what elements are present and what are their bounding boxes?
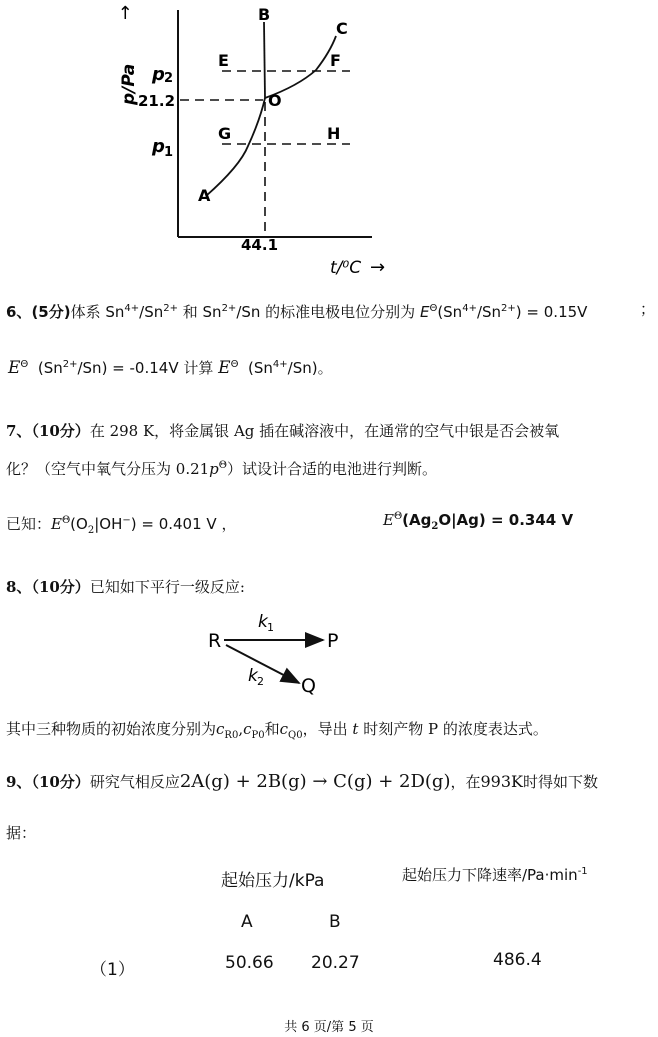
q7-known-2 — [383, 506, 573, 538]
x-axis-arrow: → — [370, 257, 386, 278]
q6-semicolon: ； — [640, 300, 656, 318]
q8-c-2: c — [243, 720, 252, 738]
q7-E-1: E — [51, 515, 62, 533]
q6-text-j: (Sn — [248, 359, 273, 377]
q9-temp: 993K — [480, 772, 523, 791]
q6-score: (5分) — [31, 303, 71, 321]
label-B: B — [258, 5, 271, 24]
q7-line1 — [6, 420, 559, 442]
q8-desc-b: ，导出 — [302, 720, 348, 738]
q6-line2 — [8, 354, 333, 379]
q6-text-d: /Sn 的标准电极电位分别为 — [236, 303, 416, 321]
table-header-rate-text: 起始压力下降速率/Pa·min — [402, 866, 578, 884]
q7-theta: Θ — [218, 460, 227, 471]
q7-text-2a: 化？（空气中氧气分压为 0.21 — [6, 460, 210, 478]
label-C: C — [336, 19, 348, 38]
reactant-R: R — [208, 630, 222, 652]
q6-text-e: (Sn — [437, 303, 463, 321]
q6-E-symbol-2: E — [8, 358, 21, 378]
label-A: A — [198, 186, 211, 205]
k2-sub: 2 — [257, 675, 264, 688]
q7-sub-1: 2 — [87, 525, 95, 536]
q6-sup-6: 2+ — [62, 359, 78, 370]
q8-score: （10分） — [31, 578, 90, 596]
reaction-scheme — [190, 605, 350, 700]
q8-description: 其中三种物质的初始浓度分别为$c_{R0},c_{P0}$和$c_{Q0}$，导出 t 时刻产物 P 的浓度表达式。 — [6, 720, 548, 741]
q8-sub-Q0: Q0 — [288, 730, 303, 741]
k1-label: k — [258, 612, 268, 632]
product-Q: Q — [301, 675, 316, 697]
table-header-pressure: 起始压力/kPa — [221, 871, 325, 891]
q7-theta-1: Θ — [61, 515, 71, 526]
curve-OA — [206, 98, 265, 196]
q8-desc-a: 其中三种物质的初始浓度分别为 — [6, 720, 217, 738]
curve-OC — [265, 36, 336, 98]
table-cell-B: 20.27 — [311, 953, 360, 973]
q6-theta-2: Θ — [20, 359, 29, 370]
q8-c-3: c — [279, 720, 289, 738]
q8-sub-R0: R0 — [224, 730, 239, 741]
q8-text: 已知如下平行一级反应: — [89, 578, 245, 596]
q6-line1 — [6, 298, 587, 323]
table-cell-rate: 486.4 — [493, 950, 542, 970]
q7-line2 — [6, 455, 437, 480]
y-axis-label: p/Pa — [119, 63, 139, 105]
q9-number: 9、 — [6, 773, 32, 791]
q6-text-i: /Sn) = -0.14V 计算 — [77, 359, 214, 377]
q6-E-symbol-3: E — [218, 358, 231, 378]
q8-desc-c: 时刻产物 P 的浓度表达式。 — [363, 720, 548, 738]
tick-p2-sub: 2 — [164, 71, 174, 86]
q7-minus: − — [122, 515, 131, 526]
q9-reaction: 2A(g) + 2B(g) → C(g) + 2D(g) — [179, 771, 451, 792]
q9-text-b: ，在 — [450, 773, 481, 791]
q9-line1 — [6, 771, 598, 793]
label-G: G — [218, 124, 232, 143]
q7-text-2c: ）试设计合适的电池进行判断。 — [226, 460, 437, 478]
label-H: H — [327, 124, 341, 143]
q7-known1-a: (O — [70, 515, 88, 533]
q6-theta-1: Θ — [429, 303, 438, 314]
q7-known1-c: ) = 0.401 V ， — [130, 515, 237, 533]
q6-text-a: 体系 Sn — [70, 303, 125, 321]
product-P: P — [327, 630, 339, 652]
tick-p1-sub: 1 — [164, 145, 174, 160]
q6-sup-5: 2+ — [501, 303, 516, 314]
table-subheader-B: B — [329, 912, 341, 932]
q7-number: 7、 — [6, 422, 32, 440]
q8-line1 — [6, 576, 245, 598]
q7-E-2: E — [383, 511, 394, 529]
x-axis-label: t/⁰C — [330, 258, 362, 278]
q6-text-f: /Sn — [476, 303, 502, 321]
q8-t: t — [352, 720, 359, 738]
tick-p1: p — [152, 136, 165, 157]
q7-score: （10分） — [31, 422, 90, 440]
phase-diagram — [0, 0, 400, 280]
q8-and: 和 — [264, 720, 280, 738]
tick-21-2: 21.2 — [138, 92, 176, 110]
q6-sup-1: 4+ — [124, 303, 140, 314]
table-subheader-A: A — [241, 912, 253, 932]
q9-score: （10分） — [31, 773, 90, 791]
table-header-rate-sup: -1 — [577, 866, 588, 877]
q9-text-c: 时得如下数 — [522, 773, 598, 791]
q7-text-1: 在 298 K，将金属银 Ag 插在碱溶液中，在通常的空气中银是否会被氧 — [89, 422, 560, 440]
q8-c-1: c — [216, 720, 225, 738]
q6-text-g: ) = 0.15V — [515, 303, 588, 321]
k2-label: k — [248, 666, 258, 686]
y-axis-arrow: → — [115, 4, 136, 20]
q7-sub-2: 2 — [431, 521, 439, 532]
q7-known2-b: O|Ag) = 0.344 V — [438, 511, 574, 529]
q7-known2-a: (Ag — [402, 511, 432, 529]
page-footer: 共 6 页/第 5 页 — [284, 1020, 374, 1035]
table-row-label: （1） — [90, 960, 135, 980]
q7-known-1 — [6, 510, 236, 542]
q6-sup-7: 4+ — [272, 359, 288, 370]
q6-E-symbol-1: E — [419, 303, 430, 321]
q7-known-label: 已知： — [6, 515, 52, 533]
label-O: O — [268, 91, 282, 110]
q6-sup-2: 2+ — [163, 303, 178, 314]
q7-theta-2: Θ — [393, 511, 403, 522]
q6-text-k: /Sn)。 — [287, 359, 333, 377]
table-header-rate — [402, 864, 588, 885]
curve-OB — [264, 22, 265, 98]
tick-p2: p — [152, 64, 165, 85]
tick-44-1: 44.1 — [241, 236, 279, 254]
label-F: F — [330, 51, 341, 70]
q9-line2: 据： — [6, 824, 37, 842]
q6-sup-4: 4+ — [462, 303, 477, 314]
q6-text-c: 和 Sn — [177, 303, 222, 321]
q6-sup-3: 2+ — [221, 303, 237, 314]
q9-text-a: 研究气相反应 — [89, 773, 180, 791]
q8-number: 8、 — [6, 578, 32, 596]
q6-number: 6、 — [6, 303, 32, 321]
q7-p: p — [209, 460, 219, 478]
label-E: E — [218, 51, 229, 70]
q7-known1-b: |OH — [94, 515, 123, 533]
q6-theta-3: Θ — [230, 359, 239, 370]
k1-sub: 1 — [267, 621, 274, 634]
table-cell-A: 50.66 — [225, 953, 274, 973]
q6-text-b: /Sn — [139, 303, 164, 321]
q8-sub-P0: P0 — [251, 730, 265, 741]
q6-text-h: (Sn — [37, 359, 63, 377]
